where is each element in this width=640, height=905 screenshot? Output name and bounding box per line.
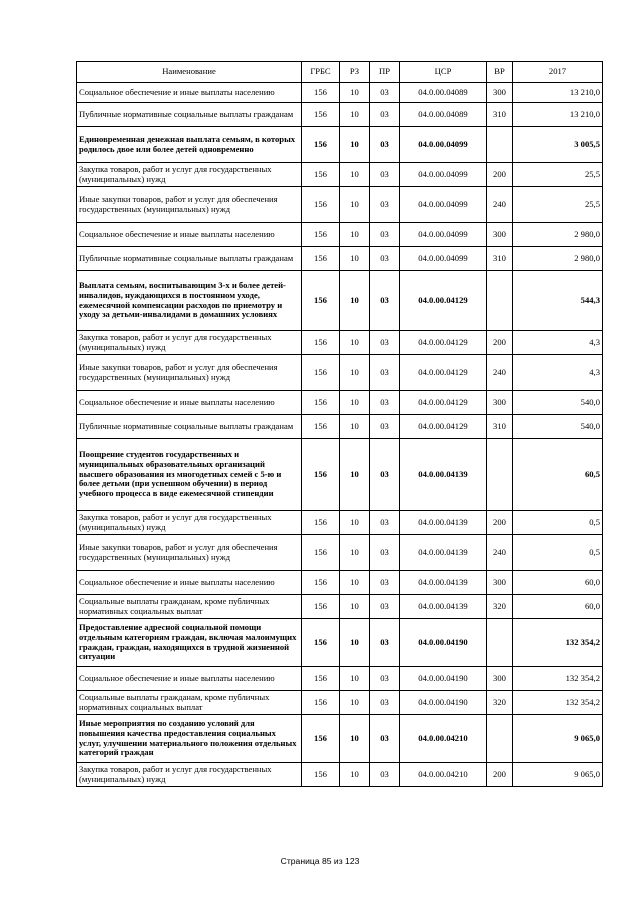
row-rz: 10	[340, 223, 370, 247]
row-name: Иные закупки товаров, работ и услуг для обеспечения государственных (муниципальных) нужд	[77, 187, 302, 223]
row-pr: 03	[370, 331, 400, 355]
row-grbs: 156	[302, 223, 340, 247]
row-rz: 10	[340, 763, 370, 787]
header-name: Наименование	[77, 62, 302, 83]
row-csr: 04.0.00.04210	[400, 763, 487, 787]
row-csr: 04.0.00.04129	[400, 271, 487, 331]
row-vr: 300	[487, 667, 513, 691]
table-row	[77, 763, 603, 787]
row-amount: 2 980,0	[513, 223, 603, 247]
table-row	[77, 667, 603, 691]
row-vr	[487, 619, 513, 667]
table-row	[77, 355, 603, 391]
row-csr: 04.0.00.04139	[400, 595, 487, 619]
row-rz: 10	[340, 715, 370, 763]
row-amount: 540,0	[513, 391, 603, 415]
row-rz: 10	[340, 535, 370, 571]
row-vr: 200	[487, 163, 513, 187]
row-vr: 240	[487, 535, 513, 571]
row-pr: 03	[370, 223, 400, 247]
row-amount: 132 354,2	[513, 619, 603, 667]
row-name: Социальные выплаты гражданам, кроме публичных нормативных социальных выплат	[77, 691, 302, 715]
row-grbs: 156	[302, 127, 340, 163]
row-vr	[487, 715, 513, 763]
row-csr: 04.0.00.04099	[400, 247, 487, 271]
row-amount: 13 210,0	[513, 83, 603, 103]
row-pr: 03	[370, 83, 400, 103]
row-pr: 03	[370, 103, 400, 127]
row-name: Иные мероприятия по созданию условий для повышения качества предоставления социальных услуг, улучшении материального положения отдельных категорий граждан	[77, 715, 302, 763]
row-name: Публичные нормативные социальные выплаты гражданам	[77, 415, 302, 439]
row-rz: 10	[340, 619, 370, 667]
table-row	[77, 595, 603, 619]
row-rz: 10	[340, 163, 370, 187]
row-amount: 2 980,0	[513, 247, 603, 271]
row-csr: 04.0.00.04129	[400, 331, 487, 355]
row-grbs: 156	[302, 715, 340, 763]
row-rz: 10	[340, 571, 370, 595]
table-row	[77, 187, 603, 223]
row-grbs: 156	[302, 331, 340, 355]
header-year: 2017	[513, 62, 603, 83]
header-rz: РЗ	[340, 62, 370, 83]
row-rz: 10	[340, 187, 370, 223]
row-csr: 04.0.00.04190	[400, 619, 487, 667]
row-csr: 04.0.00.04089	[400, 83, 487, 103]
row-amount: 9 065,0	[513, 763, 603, 787]
table-row	[77, 223, 603, 247]
row-vr: 200	[487, 763, 513, 787]
row-rz: 10	[340, 331, 370, 355]
row-amount: 4,3	[513, 331, 603, 355]
row-rz: 10	[340, 271, 370, 331]
row-pr: 03	[370, 127, 400, 163]
row-name: Публичные нормативные социальные выплаты гражданам	[77, 247, 302, 271]
row-name: Закупка товаров, работ и услуг для государственных (муниципальных) нужд	[77, 331, 302, 355]
row-amount: 60,5	[513, 439, 603, 511]
row-pr: 03	[370, 595, 400, 619]
row-amount: 540,0	[513, 415, 603, 439]
row-pr: 03	[370, 439, 400, 511]
row-csr: 04.0.00.04089	[400, 103, 487, 127]
row-amount: 132 354,2	[513, 691, 603, 715]
row-vr: 300	[487, 391, 513, 415]
table-header-row	[77, 62, 603, 83]
row-pr: 03	[370, 667, 400, 691]
row-amount: 9 065,0	[513, 715, 603, 763]
row-grbs: 156	[302, 571, 340, 595]
row-name: Единовременная денежная выплата семьям, в которых родилось двое или более детей одновременно	[77, 127, 302, 163]
row-name: Предоставление адресной социальной помощи отдельным категориям граждан, включая малоимущих граждан, граждан, находящихся в трудной жизненной ситуации	[77, 619, 302, 667]
row-grbs: 156	[302, 595, 340, 619]
row-grbs: 156	[302, 187, 340, 223]
row-vr	[487, 271, 513, 331]
row-csr: 04.0.00.04139	[400, 511, 487, 535]
row-amount: 60,0	[513, 595, 603, 619]
row-pr: 03	[370, 391, 400, 415]
row-rz: 10	[340, 247, 370, 271]
row-name: Публичные нормативные социальные выплаты гражданам	[77, 103, 302, 127]
table-row	[77, 127, 603, 163]
row-grbs: 156	[302, 511, 340, 535]
page-number: Страница 85 из 123	[280, 856, 360, 866]
row-name: Выплата семьям, воспитывающим 3-х и более детей-инвалидов, нуждающихся в постоянном уходе, ежемесячной компенсации расходов по приемотру и уходу за детьми-инвалидами в домашних условиях	[77, 271, 302, 331]
table-row	[77, 83, 603, 103]
budget-table	[76, 61, 603, 787]
row-amount: 0,5	[513, 511, 603, 535]
row-pr: 03	[370, 619, 400, 667]
row-rz: 10	[340, 667, 370, 691]
row-grbs: 156	[302, 355, 340, 391]
row-name: Социальное обеспечение и иные выплаты населению	[77, 391, 302, 415]
table-row	[77, 691, 603, 715]
row-grbs: 156	[302, 247, 340, 271]
row-csr: 04.0.00.04139	[400, 439, 487, 511]
row-csr: 04.0.00.04129	[400, 355, 487, 391]
table-row	[77, 331, 603, 355]
row-name: Социальное обеспечение и иные выплаты населению	[77, 667, 302, 691]
row-grbs: 156	[302, 667, 340, 691]
row-csr: 04.0.00.04190	[400, 691, 487, 715]
row-vr: 300	[487, 223, 513, 247]
row-amount: 25,5	[513, 187, 603, 223]
row-pr: 03	[370, 763, 400, 787]
row-name: Социальные выплаты гражданам, кроме публичных нормативных социальных выплат	[77, 595, 302, 619]
row-pr: 03	[370, 163, 400, 187]
row-csr: 04.0.00.04099	[400, 223, 487, 247]
row-grbs: 156	[302, 763, 340, 787]
table-row	[77, 511, 603, 535]
row-pr: 03	[370, 691, 400, 715]
table-row	[77, 715, 603, 763]
row-pr: 03	[370, 415, 400, 439]
row-rz: 10	[340, 439, 370, 511]
row-csr: 04.0.00.04099	[400, 127, 487, 163]
row-amount: 3 005,5	[513, 127, 603, 163]
table-row	[77, 103, 603, 127]
row-rz: 10	[340, 595, 370, 619]
row-pr: 03	[370, 535, 400, 571]
row-rz: 10	[340, 103, 370, 127]
row-vr: 310	[487, 103, 513, 127]
row-vr: 320	[487, 595, 513, 619]
row-vr: 200	[487, 511, 513, 535]
table-row	[77, 163, 603, 187]
row-grbs: 156	[302, 691, 340, 715]
table-row	[77, 439, 603, 511]
row-vr: 300	[487, 571, 513, 595]
row-amount: 4,3	[513, 355, 603, 391]
row-vr: 240	[487, 187, 513, 223]
row-csr: 04.0.00.04099	[400, 163, 487, 187]
row-vr: 320	[487, 691, 513, 715]
row-pr: 03	[370, 715, 400, 763]
row-name: Социальное обеспечение и иные выплаты населению	[77, 83, 302, 103]
table-row	[77, 247, 603, 271]
row-vr: 240	[487, 355, 513, 391]
row-csr: 04.0.00.04139	[400, 535, 487, 571]
row-name: Социальное обеспечение и иные выплаты населению	[77, 571, 302, 595]
row-csr: 04.0.00.04129	[400, 415, 487, 439]
row-csr: 04.0.00.04139	[400, 571, 487, 595]
row-name: Социальное обеспечение и иные выплаты населению	[77, 223, 302, 247]
row-pr: 03	[370, 511, 400, 535]
row-vr: 310	[487, 247, 513, 271]
row-grbs: 156	[302, 271, 340, 331]
row-rz: 10	[340, 511, 370, 535]
row-name: Иные закупки товаров, работ и услуг для обеспечения государственных (муниципальных) нужд	[77, 355, 302, 391]
row-grbs: 156	[302, 391, 340, 415]
row-grbs: 156	[302, 83, 340, 103]
table-row	[77, 619, 603, 667]
row-pr: 03	[370, 571, 400, 595]
row-rz: 10	[340, 83, 370, 103]
row-grbs: 156	[302, 619, 340, 667]
row-name: Иные закупки товаров, работ и услуг для обеспечения государственных (муниципальных) нужд	[77, 535, 302, 571]
row-vr	[487, 127, 513, 163]
row-grbs: 156	[302, 415, 340, 439]
row-amount: 0,5	[513, 535, 603, 571]
row-rz: 10	[340, 127, 370, 163]
row-amount: 132 354,2	[513, 667, 603, 691]
row-csr: 04.0.00.04129	[400, 391, 487, 415]
table-row	[77, 391, 603, 415]
row-rz: 10	[340, 691, 370, 715]
row-vr: 200	[487, 331, 513, 355]
row-pr: 03	[370, 187, 400, 223]
row-name: Закупка товаров, работ и услуг для государственных (муниципальных) нужд	[77, 511, 302, 535]
table-row	[77, 535, 603, 571]
table-row	[77, 415, 603, 439]
row-grbs: 156	[302, 439, 340, 511]
row-name: Закупка товаров, работ и услуг для государственных (муниципальных) нужд	[77, 163, 302, 187]
row-grbs: 156	[302, 103, 340, 127]
table-row	[77, 571, 603, 595]
row-amount: 60,0	[513, 571, 603, 595]
row-csr: 04.0.00.04210	[400, 715, 487, 763]
row-vr: 310	[487, 415, 513, 439]
row-csr: 04.0.00.04190	[400, 667, 487, 691]
header-vr: ВР	[487, 62, 513, 83]
row-name: Поощрение студентов государственных и муниципальных образовательных организаций высшего образования из многодетных семей с 5-ю и более детьми (при успешном обучении) в период учебного процесса в виде ежемесячной стипендии	[77, 439, 302, 511]
row-pr: 03	[370, 355, 400, 391]
row-vr	[487, 439, 513, 511]
row-csr: 04.0.00.04099	[400, 187, 487, 223]
row-grbs: 156	[302, 163, 340, 187]
header-grbs: ГРБС	[302, 62, 340, 83]
row-amount: 13 210,0	[513, 103, 603, 127]
row-name: Закупка товаров, работ и услуг для государственных (муниципальных) нужд	[77, 763, 302, 787]
row-pr: 03	[370, 271, 400, 331]
row-rz: 10	[340, 415, 370, 439]
row-amount: 544,3	[513, 271, 603, 331]
header-csr: ЦСР	[400, 62, 487, 83]
row-vr: 300	[487, 83, 513, 103]
row-pr: 03	[370, 247, 400, 271]
row-rz: 10	[340, 355, 370, 391]
row-rz: 10	[340, 391, 370, 415]
row-amount: 25,5	[513, 163, 603, 187]
header-pr: ПР	[370, 62, 400, 83]
table-body	[77, 83, 603, 787]
table-row	[77, 271, 603, 331]
row-grbs: 156	[302, 535, 340, 571]
